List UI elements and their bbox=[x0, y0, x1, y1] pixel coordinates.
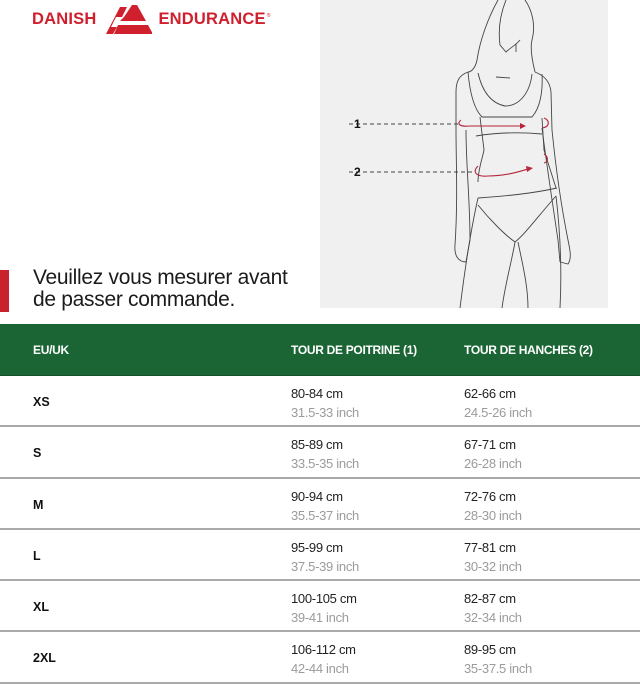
hips-cm: 82-87 cm bbox=[464, 591, 516, 607]
chest-cell bbox=[291, 538, 359, 576]
intro-text bbox=[33, 267, 333, 311]
marker-2-label: 2 bbox=[354, 165, 361, 179]
brand-logo[interactable] bbox=[32, 2, 270, 36]
size-label: L bbox=[33, 548, 41, 563]
hips-cm: 62-66 cm bbox=[464, 386, 516, 401]
chest-cell bbox=[291, 487, 359, 525]
marker-1-label: 1 bbox=[354, 117, 361, 131]
header-chest: TOUR DE POITRINE (1) bbox=[291, 343, 417, 357]
intro-line-1: Veuillez vous mesurer avant bbox=[33, 266, 288, 289]
hips-inch: 28-30 inch bbox=[464, 507, 522, 523]
chest-cell bbox=[291, 435, 359, 473]
size-label: XL bbox=[33, 600, 49, 615]
hips-inch: 35-37.5 inch bbox=[464, 661, 532, 677]
hips-cm: 89-95 cm bbox=[464, 642, 516, 658]
size-label: 2XL bbox=[33, 651, 56, 666]
hips-cm: 72-76 cm bbox=[464, 488, 516, 504]
chest-inch: 37.5-39 inch bbox=[291, 558, 359, 574]
table-header bbox=[0, 324, 640, 376]
size-label: XS bbox=[33, 395, 50, 409]
hips-cell bbox=[464, 435, 522, 473]
chest-cell bbox=[291, 640, 356, 678]
registered-mark: ® bbox=[266, 13, 271, 19]
hips-cm: 67-71 cm bbox=[464, 437, 516, 453]
chest-cm: 85-89 cm bbox=[291, 437, 343, 453]
hips-cell bbox=[464, 538, 522, 576]
chest-cm: 80-84 cm bbox=[291, 386, 343, 401]
chest-inch: 33.5-35 inch bbox=[291, 456, 359, 472]
chest-cm: 100-105 cm bbox=[291, 591, 357, 607]
chest-cm: 106-112 cm bbox=[291, 642, 356, 658]
hips-inch: 32-34 inch bbox=[464, 610, 522, 626]
hips-inch: 24.5-26 inch bbox=[464, 405, 532, 420]
chest-inch: 39-41 inch bbox=[291, 610, 349, 626]
header-size: EU/UK bbox=[33, 343, 69, 357]
size-label: M bbox=[33, 497, 44, 512]
header-hips: TOUR DE HANCHES (2) bbox=[464, 343, 593, 357]
size-label: S bbox=[33, 446, 42, 461]
hips-cm: 77-81 cm bbox=[464, 539, 516, 555]
table-row bbox=[0, 427, 640, 478]
chest-inch: 42-44 inch bbox=[291, 661, 349, 677]
accent-bar bbox=[0, 270, 9, 312]
chest-cell bbox=[291, 589, 357, 627]
chest-cm: 95-99 cm bbox=[291, 539, 343, 555]
measurement-illustration bbox=[320, 0, 608, 308]
hips-cell bbox=[464, 589, 522, 627]
brand-word-left: DANISH bbox=[32, 9, 97, 28]
mountain-logo-icon bbox=[102, 3, 152, 35]
hips-cell bbox=[464, 487, 522, 525]
brand-word-right: ENDURANCE bbox=[158, 9, 266, 28]
hips-inch: 26-28 inch bbox=[464, 456, 522, 472]
table-row bbox=[0, 632, 640, 683]
hips-cell bbox=[464, 640, 532, 678]
table-row bbox=[0, 479, 640, 530]
chest-inch: 35.5-37 inch bbox=[291, 507, 359, 523]
chest-cm: 90-94 cm bbox=[291, 488, 343, 504]
chest-cell bbox=[291, 384, 359, 422]
table-row bbox=[0, 376, 640, 427]
hips-inch: 30-32 inch bbox=[464, 558, 522, 574]
body-figure-drawing bbox=[320, 0, 608, 308]
chest-inch: 31.5-33 inch bbox=[291, 405, 359, 420]
size-chart-table bbox=[0, 324, 640, 684]
hips-cell bbox=[464, 384, 532, 422]
table-row bbox=[0, 530, 640, 581]
intro-line-2: de passer commande. bbox=[33, 288, 236, 311]
table-row bbox=[0, 581, 640, 632]
